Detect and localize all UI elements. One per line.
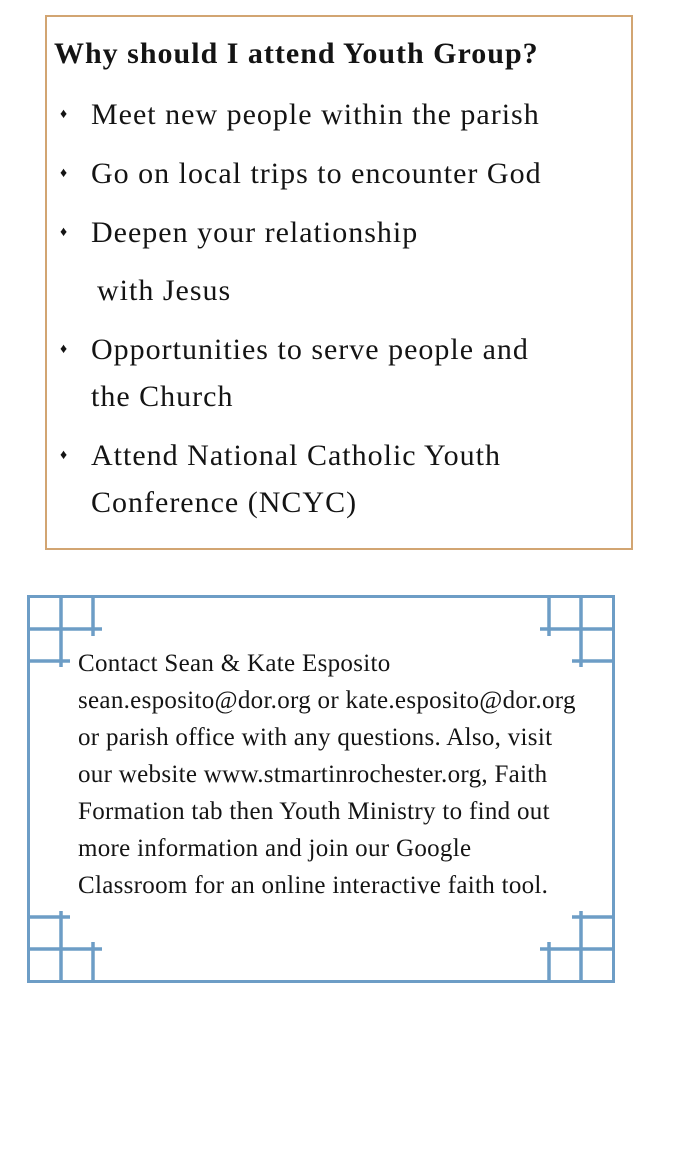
- contact-text-line: sean.esposito@dor.org or kate.esposito@dor.org: [78, 687, 576, 714]
- contact-text-line: or parish office with any questions. Also, visit: [78, 724, 553, 751]
- contact-info-box: [27, 595, 615, 983]
- bullet-item: [54, 326, 617, 420]
- youth-group-benefits-box: [45, 15, 633, 550]
- bullet-text: Opportunities to serve people and: [91, 333, 529, 366]
- lattice-corner-ornament-bottom-left-icon: [29, 901, 109, 981]
- contact-text-line: our website www.stmartinrochester.org, Faith: [78, 761, 548, 788]
- bullet-item: [54, 91, 617, 138]
- contact-text-line: Formation tab then Youth Ministry to find out: [78, 798, 550, 825]
- contact-text-line: Classroom for an online interactive faith tool.: [78, 872, 549, 899]
- diamond-bullet-icon: ♦: [60, 342, 68, 357]
- bullet-text: with Jesus: [97, 274, 232, 307]
- bullet-text: Deepen your relationship: [91, 216, 419, 249]
- contact-text-line: Contact Sean & Kate Esposito: [78, 650, 391, 677]
- bullet-item: [54, 150, 617, 197]
- bullet-item: [54, 432, 617, 526]
- diamond-bullet-icon: ♦: [60, 166, 68, 181]
- section-title: Why should I attend Youth Group?: [54, 37, 539, 70]
- diamond-bullet-icon: ♦: [60, 448, 68, 463]
- lattice-corner-ornament-bottom-right-icon: [533, 901, 613, 981]
- bullet-text: Conference (NCYC): [91, 486, 358, 519]
- diamond-bullet-icon: ♦: [60, 107, 68, 122]
- contact-text-line: more information and join our Google: [78, 835, 472, 862]
- contact-text-block: [78, 645, 608, 904]
- bullet-item: [54, 209, 617, 314]
- bullet-text: the Church: [91, 380, 234, 413]
- bullet-text: Go on local trips to encounter God: [91, 157, 542, 190]
- bullet-text: Attend National Catholic Youth: [91, 439, 501, 472]
- diamond-bullet-icon: ♦: [60, 225, 68, 240]
- bullet-text: Meet new people within the parish: [91, 98, 540, 131]
